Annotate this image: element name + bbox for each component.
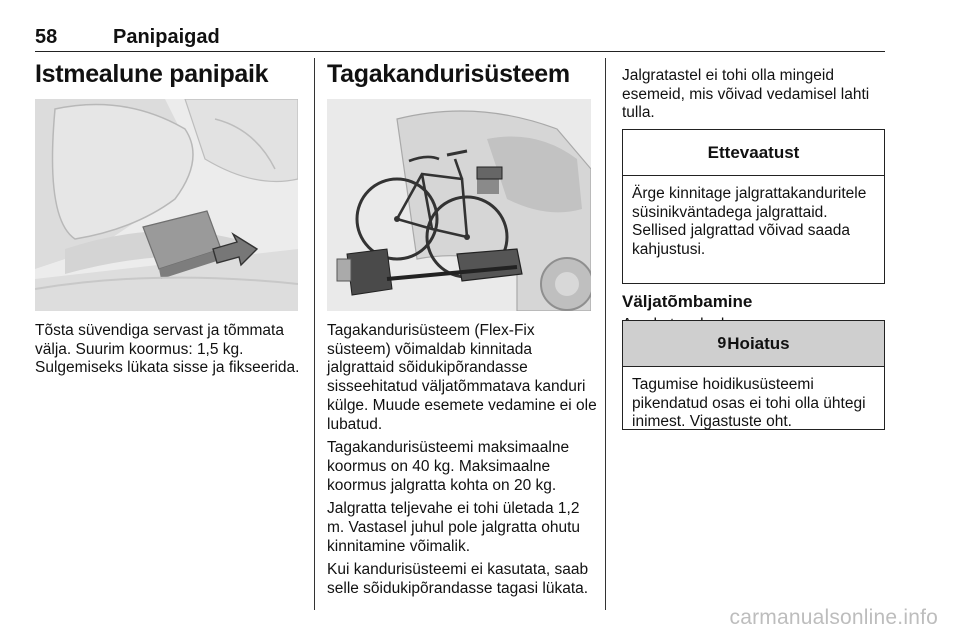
column-divider-2 <box>605 58 606 610</box>
warning-triangle-icon: 9 <box>717 334 727 352</box>
column-3 <box>622 67 884 123</box>
subheading-extraction: Väljatõmbamine <box>622 292 753 311</box>
carrier-paragraph-2: Tagakandurisüsteemi maksimaalne koormus on 40 kg. Maksimaalne koormus jalgratta kohta on 20 kg. <box>327 439 570 494</box>
bike-items-notice: Jalgratastel ei tohi olla mingeid esemeid, mis võivad vedamisel lahti tulla. <box>622 67 870 122</box>
caution-title: Ettevaatust <box>623 130 884 176</box>
warning-text: Tagumise hoidikusüsteemi pikendatud osas ei tohi olla ühtegi inimest. Vigastuste oht. <box>632 376 866 431</box>
caution-box <box>622 129 885 284</box>
column-divider-1 <box>314 58 315 610</box>
warning-title: Hoiatus <box>727 333 790 353</box>
warning-title-bar <box>623 321 884 367</box>
watermark: carmanualsonline.info <box>729 606 938 629</box>
carrier-paragraph-4: Kui kandurisüsteemi ei kasutata, saab selle sõidukipõrandasse tagasi lükata. <box>327 561 589 598</box>
column-2 <box>327 58 597 90</box>
page-title: Panipaigad <box>113 26 220 48</box>
page-header <box>35 26 885 52</box>
warning-box <box>622 320 885 430</box>
column-2-text <box>327 322 597 599</box>
carrier-paragraph-1: Tagakandurisüsteem (Flex-Fix süsteem) võimaldab kinnitada jalgrattaid sõidukipõrandasse sisseehitatud väljatõmmatava kanduri külge. Muude esemete vedamine ei ole lubatud. <box>327 322 597 433</box>
bike-carrier-illustration <box>327 99 591 311</box>
page-number: 58 <box>35 26 58 48</box>
seat-drawer-illustration <box>35 99 298 311</box>
column-1 <box>35 58 300 90</box>
column-1-text <box>35 322 300 378</box>
carrier-paragraph-3: Jalgratta teljevahe ei tohi ületada 1,2 m. Vastasel juhul pole jalgratta ohutu kinnitamine võimalik. <box>327 500 581 555</box>
section-heading-storage: Istmealune panipaik <box>35 60 269 88</box>
storage-instructions: Tõsta süvendiga servast ja tõmmata välja. Suurim koormus: 1,5 kg. Sulgemiseks lükata sisse ja fikseerida. <box>35 322 300 377</box>
caution-text: Ärge kinnitage jalgrattakanduritele süsinikväntadega jalgrattaid. Sellised jalgrattad võivad saada kahjustusi. <box>632 185 867 259</box>
section-heading-rear-carrier: Tagakandurisüsteem <box>327 60 570 88</box>
